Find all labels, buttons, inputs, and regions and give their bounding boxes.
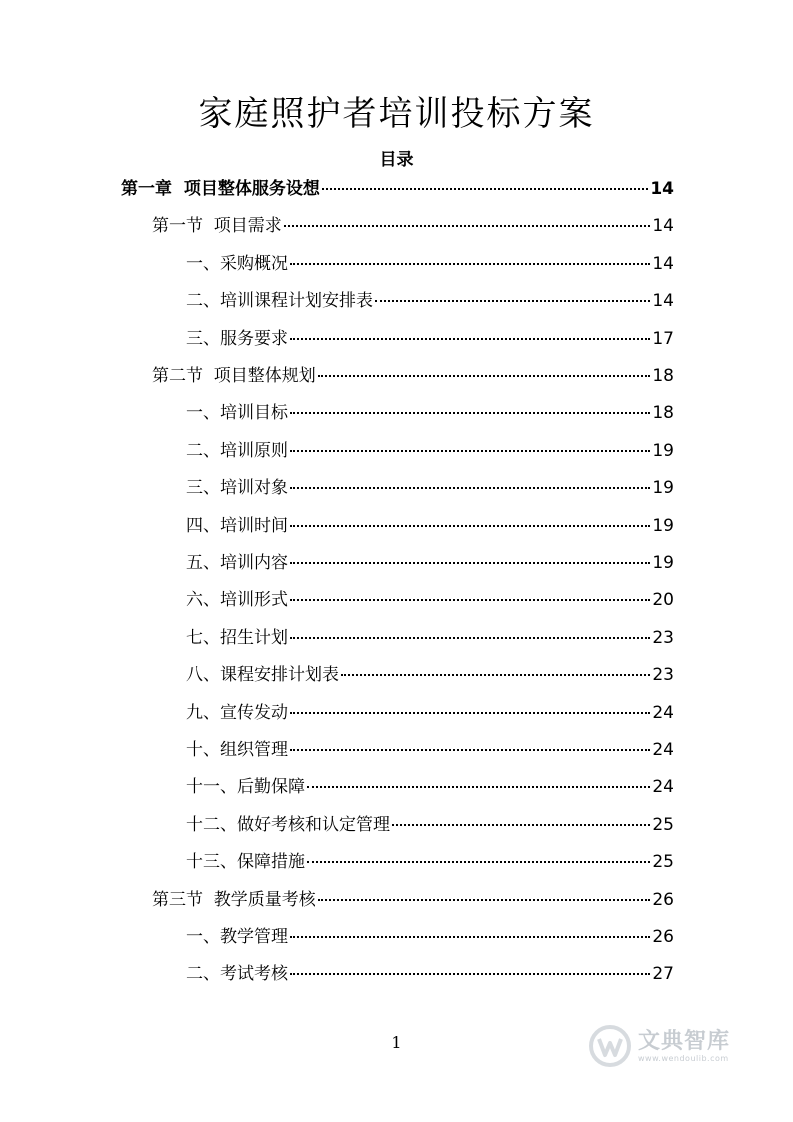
watermark-name: 文典智库 — [638, 1028, 731, 1054]
toc-entry-page: 14 — [652, 253, 674, 274]
toc-entry[interactable] — [152, 213, 674, 239]
toc-entry[interactable] — [186, 400, 674, 426]
toc-heading: 目录 — [379, 150, 414, 170]
toc-entry[interactable] — [152, 363, 674, 389]
toc-entry-page: 17 — [652, 328, 674, 349]
toc-dot-leader — [290, 562, 650, 564]
toc-dot-leader — [318, 375, 651, 377]
toc-entry[interactable] — [186, 924, 674, 950]
toc-dot-leader — [392, 824, 650, 826]
toc-entry-label: 三、培训对象 — [186, 478, 288, 499]
watermark-site: www.wendoulib.com — [638, 1053, 729, 1063]
toc-entry-label: 第一章 项目整体服务设想 — [121, 179, 320, 199]
toc-entry-label: 二、考试考核 — [186, 964, 288, 985]
toc-entry[interactable] — [186, 475, 674, 501]
toc-dot-leader — [290, 263, 650, 265]
toc-entry-label: 九、宣传发动 — [186, 702, 288, 723]
toc-entry[interactable] — [186, 625, 674, 651]
toc-entry[interactable] — [186, 288, 674, 314]
toc-entry-page: 26 — [652, 889, 674, 910]
toc-entry-label: 十二、做好考核和认定管理 — [186, 814, 390, 835]
toc-dot-leader — [290, 712, 650, 714]
toc-entry[interactable] — [186, 737, 674, 763]
toc-dot-leader — [290, 749, 650, 751]
toc-entry[interactable] — [186, 961, 674, 987]
toc-dot-leader — [322, 188, 648, 190]
toc-entry-page: 14 — [652, 291, 674, 312]
toc-entry-label: 第二节 项目整体规划 — [152, 366, 316, 386]
toc-dot-leader — [284, 225, 651, 227]
toc-entry-page: 19 — [652, 515, 674, 536]
toc-entry-page: 20 — [652, 590, 674, 611]
toc-entry[interactable] — [186, 812, 674, 838]
toc-entry-page: 18 — [652, 366, 674, 386]
toc-entry-page: 24 — [652, 702, 674, 723]
wendou-logo-icon — [588, 1024, 632, 1068]
toc-entry-page: 19 — [652, 553, 674, 573]
toc-entry-label: 八、课程安排计划表 — [186, 665, 339, 686]
toc-dot-leader — [290, 412, 650, 414]
toc-entry-page: 25 — [652, 852, 674, 873]
toc-entry-page: 19 — [652, 440, 674, 461]
watermark — [588, 1020, 758, 1072]
toc-dot-leader — [290, 973, 650, 975]
toc-entry-label: 一、教学管理 — [186, 927, 288, 947]
toc-entry-label: 六、培训形式 — [186, 590, 288, 611]
toc-entry-page: 23 — [652, 627, 674, 648]
toc-entry[interactable] — [186, 550, 674, 576]
toc-dot-leader — [290, 450, 650, 452]
toc-entry-label: 五、培训内容 — [186, 553, 288, 573]
toc-entry-label: 第一节 项目需求 — [152, 216, 282, 237]
toc-dot-leader — [375, 300, 650, 302]
toc-entry[interactable] — [186, 662, 674, 688]
toc-entry-label: 三、服务要求 — [186, 328, 288, 349]
toc-entry[interactable] — [186, 700, 674, 726]
toc-dot-leader — [290, 525, 650, 527]
toc-dot-leader — [341, 674, 650, 676]
toc-dot-leader — [290, 487, 650, 489]
toc-dot-leader — [290, 936, 650, 938]
toc-dot-leader — [290, 599, 650, 601]
toc-entry-page: 14 — [650, 179, 674, 199]
toc-entry-label: 十、组织管理 — [186, 740, 288, 760]
toc-entry[interactable] — [186, 849, 674, 875]
toc-entry[interactable] — [186, 513, 674, 539]
toc-dot-leader — [290, 338, 650, 340]
toc-dot-leader — [307, 861, 650, 863]
document-title: 家庭照护者培训投标方案 — [198, 94, 595, 134]
toc-entry[interactable] — [186, 438, 674, 464]
toc-entry-label: 十一、后勤保障 — [186, 777, 305, 798]
toc-entry-page: 25 — [652, 814, 674, 835]
toc-entry-page: 19 — [652, 478, 674, 499]
toc-dot-leader — [307, 786, 650, 788]
toc-entry[interactable] — [152, 887, 674, 913]
toc-dot-leader — [290, 637, 650, 639]
toc-entry-label: 四、培训时间 — [186, 515, 288, 536]
toc-dot-leader — [318, 899, 651, 901]
page-number: 1 — [391, 1033, 402, 1052]
toc-entry-label: 二、培训课程计划安排表 — [186, 291, 373, 312]
toc-entry-label: 二、培训原则 — [186, 440, 288, 461]
toc-entry-label: 一、培训目标 — [186, 403, 288, 424]
toc-entry-label: 十三、保障措施 — [186, 852, 305, 873]
toc-entry-label: 一、采购概况 — [186, 253, 288, 274]
toc-entry[interactable] — [186, 251, 674, 277]
toc-entry[interactable] — [186, 774, 674, 800]
toc-entry[interactable] — [121, 176, 674, 202]
toc-entry-page: 23 — [652, 665, 674, 686]
toc-entry-label: 第三节 教学质量考核 — [152, 889, 316, 910]
toc-entry-page: 14 — [652, 216, 674, 237]
toc-entry-page: 18 — [652, 403, 674, 424]
toc-entry-page: 24 — [652, 740, 674, 760]
toc-entry-page: 24 — [652, 777, 674, 798]
toc-entry[interactable] — [186, 326, 674, 352]
toc-entry-label: 七、招生计划 — [186, 627, 288, 648]
toc-entry[interactable] — [186, 587, 674, 613]
toc-entry-page: 26 — [652, 927, 674, 947]
toc-entry-page: 27 — [652, 964, 674, 985]
